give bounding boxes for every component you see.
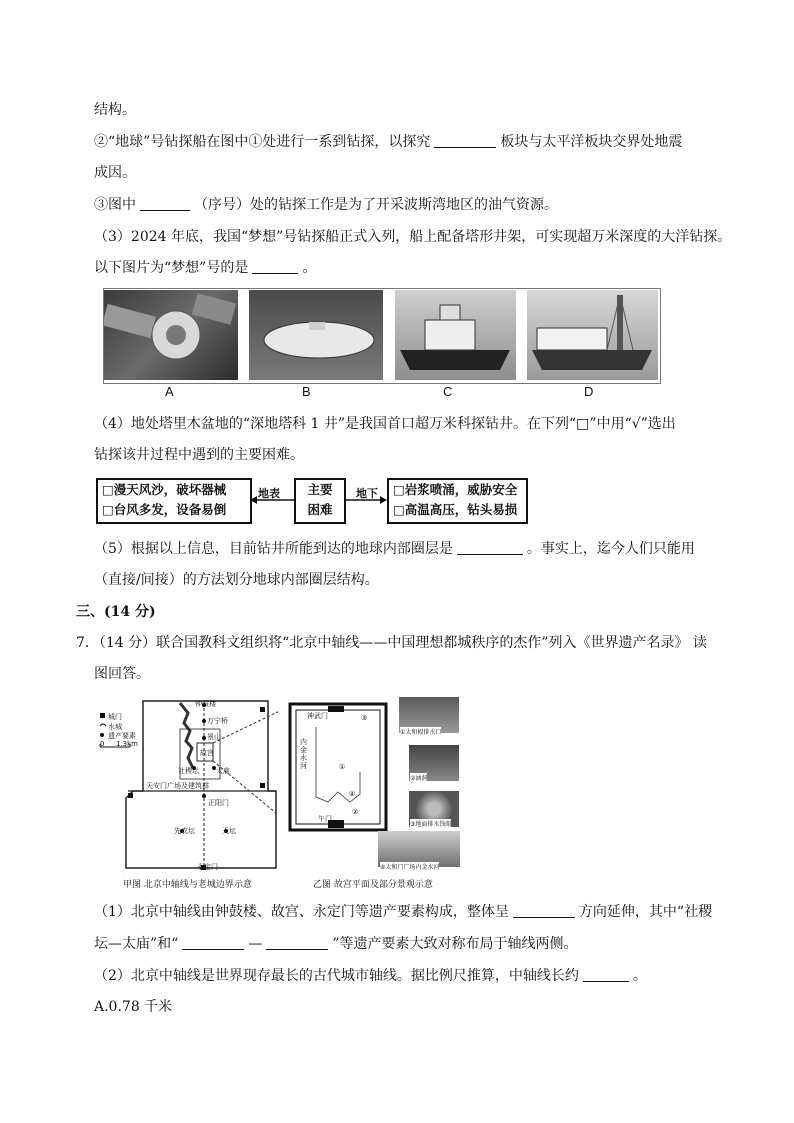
text-line [94,195,558,215]
place-label: 万宁桥 [207,717,228,725]
text: 7．（14 分）联合国教科文组织将“北京中轴线——中国理想都城秩序的杰作”列入《世界遗产名录》 读 [76,635,707,651]
center-label: 困难 [307,502,333,517]
text-line [94,100,136,120]
text-line [94,132,682,152]
text: 板块与太平洋板块交界处地震 [500,134,683,150]
text: — [248,936,263,952]
photo-d-drilling-ship [527,290,658,380]
text-line [94,445,304,465]
underground-difficulty-box [387,478,528,524]
checkbox-option[interactable]: □岩浆喷涌，威胁安全 [393,482,518,497]
text: 图回答。 [94,666,150,682]
section-heading [76,602,156,622]
place-label: 永定门 [197,863,218,871]
text: ”等遗产要素大致对称布局于轴线两侧。 [332,936,578,952]
checkbox-option[interactable]: □漫天风沙，破坏器械 [102,482,227,497]
place-label: 正阳门 [208,799,229,807]
center-label: 主要 [307,482,333,497]
place-label: 故宫 [200,749,214,757]
marker-4: ④ [349,790,356,798]
answer-blank[interactable] [434,133,496,148]
legend-heritage: 遗产要素 [108,732,136,740]
text: 成因。 [94,165,136,181]
option-a[interactable] [94,997,172,1017]
text: 三、(14 分) [76,604,156,620]
answer-blank[interactable] [583,967,629,982]
surface-difficulty-box [96,478,252,524]
thumb-caption: ④太和门广场内金水河 [380,864,440,871]
legend-gate: 城门 [108,713,122,721]
arrow-label-underground: 地下 [356,487,378,500]
text: ③图中 [94,197,136,213]
place-label: 钟鼓楼 [195,700,216,708]
text-line [94,966,647,986]
place-label: 太庙 [216,767,230,775]
drilling-ship-image-icon [527,290,658,380]
text: 以下图片为“梦想”号的是 [94,260,249,276]
submersible-image-icon [249,290,383,380]
photo-a-spacecraft [104,290,238,380]
text: （1）北京中轴线由钟鼓楼、故宫、永定门等遗产要素构成，整体呈 [94,904,509,920]
text: 。 [302,260,317,276]
thumb-caption: ③地面排水钱眼 [410,821,452,828]
ship-image-icon [395,290,516,380]
text: 结构。 [94,102,136,118]
text-line [94,227,731,247]
scale-zero: 0 [100,740,105,748]
text-line [94,664,150,684]
text: ②“地球”号钻探船在图中①处进行一系到钻探，以探究 [94,134,431,150]
photo-label-c: C [443,384,453,399]
text: （5）根据以上信息，目前钻井所能到达的地球内部圈层是 [94,541,453,557]
text-line [94,570,379,590]
place-label: 社稷坛 [178,767,199,775]
checkbox-option[interactable]: □台风多发，设备易倒 [102,502,227,517]
place-label: 内金水河 [300,738,307,770]
marker-3: ③ [361,714,368,722]
place-label: 午门 [318,815,332,823]
marker-2: ② [352,808,359,816]
question-7-stem [76,633,707,653]
figure-b-caption: 乙图 故宫平面及部分景观示意 [313,880,433,890]
arrow-right-icon [380,496,387,504]
text-line [94,539,695,559]
text: 坛—太庙”和“ [94,936,179,952]
answer-blank[interactable] [266,935,328,950]
text-line [94,258,316,278]
text: （3）2024 年底，我国“梦想”号钻探船正式入列，船上配备塔形井架，可实现超万米深度的大洋钻探。 [94,229,732,245]
text: 方向延伸，其中“社稷 [578,904,713,920]
place-label: 先农坛 [174,827,195,835]
text-line [94,902,712,922]
photo-c-ship [395,290,516,380]
photo-label-b: B [302,384,311,399]
marker-1: ① [339,763,346,771]
answer-blank[interactable] [252,259,298,274]
answer-blank[interactable] [457,540,523,555]
text: 。事实上，迄今人们只能用 [526,541,695,557]
text: A.0.78 千米 [94,999,173,1015]
thumb-caption: ①太和殿排水口 [400,729,442,736]
text: （序号）处的钻探工作是为了开采波斯湾地区的油气资源。 [194,197,558,213]
photo-label-a: A [165,384,174,399]
scale-distance: 1.3km [116,740,139,748]
figure-a-caption: 甲图 北京中轴线与老城边界示意 [123,880,252,890]
answer-blank[interactable] [182,935,244,950]
answer-blank[interactable] [140,196,190,211]
photo-label-d: D [584,384,594,399]
text: （4）地处塔里木盆地的“深地塔科 1 井”是我国首口超万米科探钻井。在下列“□”中用“√”选出 [94,416,676,432]
place-label: 神武门 [307,712,328,720]
arrow-left-icon [250,496,257,504]
text: （2）北京中轴线是世界现存最长的古代城市轴线。据比例尺推算，中轴线长约 [94,968,579,984]
photo-b-submersible [249,290,383,380]
checkbox-option[interactable]: □高温高压，钻头易损 [393,502,518,517]
legend-water: 水城 [108,723,122,731]
place-label: 天坛 [222,827,236,835]
text: 钻探该井过程中遇到的主要困难。 [94,447,304,463]
spacecraft-image-icon [104,290,238,380]
place-label: 天安门广场及建筑群 [146,782,209,790]
text: 。 [632,968,647,984]
text-line [94,163,136,183]
answer-blank[interactable] [513,903,575,918]
thumb-caption: ②涵洞 [410,775,428,782]
place-label: 景山 [207,733,221,741]
arrow-label-surface: 地表 [258,487,280,500]
text-line [94,414,676,434]
text-line [94,934,577,954]
text: （直接/间接）的方法划分地球内部圈层结构。 [94,572,379,588]
